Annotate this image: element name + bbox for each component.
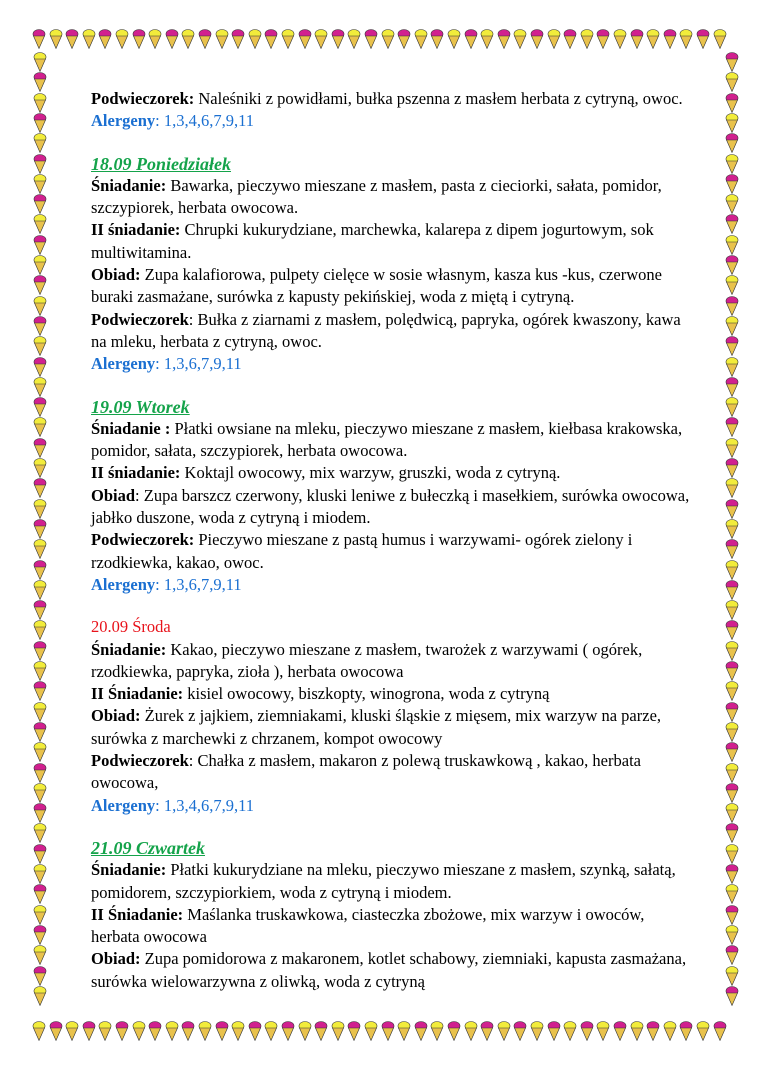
ice-cream-cone-icon (33, 925, 47, 945)
meal-text: : Chałka z masłem, makaron z polewą truskawkową , kakao, herbata owocowa, (91, 751, 641, 793)
meal-text: : Bułka z ziarnami z masłem, polędwicą, papryka, ogórek kwaszony, kawa na mleku, herbata z cytryną, owoc. (91, 309, 681, 351)
ice-cream-cone-icon (725, 986, 739, 1006)
ice-cream-cone-icon (33, 174, 47, 194)
ice-cream-cone-icon (165, 1021, 179, 1041)
meal-line (91, 529, 691, 574)
ice-cream-cone-icon (480, 29, 494, 49)
ice-cream-cone-icon (530, 29, 544, 49)
border-top (0, 26, 768, 52)
ice-cream-cone-icon (563, 29, 577, 49)
ice-cream-cone-icon (33, 823, 47, 843)
ice-cream-cone-icon (630, 1021, 644, 1041)
ice-cream-cone-icon (364, 29, 378, 49)
ice-cream-cone-icon (725, 681, 739, 701)
ice-cream-cone-icon (725, 113, 739, 133)
meal-label: Śniadanie: (91, 860, 167, 880)
meal-line (91, 705, 691, 750)
day-heading: 18.09 Poniedziałek (91, 153, 231, 174)
meal-line (91, 462, 691, 484)
ice-cream-cone-icon (364, 1021, 378, 1041)
ice-cream-cone-icon (613, 1021, 627, 1041)
ice-cream-cone-icon (65, 1021, 79, 1041)
ice-cream-cone-icon (497, 29, 511, 49)
ice-cream-cone-icon (33, 641, 47, 661)
ice-cream-cone-icon (725, 823, 739, 843)
ice-cream-cone-icon (725, 336, 739, 356)
meal-label: Obiad (91, 485, 136, 505)
alergeny-value: : 1,3,4,6,7,9,11 (155, 111, 255, 131)
ice-cream-cone-icon (231, 1021, 245, 1041)
ice-cream-cone-icon (725, 357, 739, 377)
ice-cream-cone-icon (725, 214, 739, 234)
meal-line (91, 485, 691, 530)
ice-cream-cone-icon (497, 1021, 511, 1041)
meal-line (91, 639, 691, 684)
border-left (30, 0, 56, 1086)
ice-cream-cone-icon (613, 29, 627, 49)
ice-cream-cone-icon (725, 52, 739, 72)
ice-cream-cone-icon (530, 1021, 544, 1041)
ice-cream-cone-icon (33, 113, 47, 133)
meal-label: Śniadanie: (91, 175, 167, 195)
ice-cream-cone-icon (33, 966, 47, 986)
ice-cream-cone-icon (725, 133, 739, 153)
meal-label: II Śniadanie: (91, 904, 184, 924)
meal-line (91, 418, 691, 463)
ice-cream-cone-icon (725, 194, 739, 214)
ice-cream-cone-icon (33, 214, 47, 234)
ice-cream-cone-icon (725, 438, 739, 458)
ice-cream-cone-icon (281, 29, 295, 49)
meal-line (91, 750, 691, 795)
ice-cream-cone-icon (596, 1021, 610, 1041)
ice-cream-cone-icon (181, 1021, 195, 1041)
ice-cream-cone-icon (381, 29, 395, 49)
ice-cream-cone-icon (215, 1021, 229, 1041)
meal-label: Obiad: (91, 706, 141, 726)
ice-cream-cone-icon (397, 1021, 411, 1041)
alergeny-line (91, 353, 691, 375)
ice-cream-cone-icon (725, 661, 739, 681)
day-heading: 19.09 Wtorek (91, 396, 190, 417)
ice-cream-cone-icon (630, 29, 644, 49)
ice-cream-cone-icon (33, 681, 47, 701)
meal-label: Obiad: (91, 949, 141, 969)
meal-label: Podwieczorek (91, 309, 189, 329)
ice-cream-cone-icon (725, 478, 739, 498)
ice-cream-cone-icon (397, 29, 411, 49)
ice-cream-cone-icon (580, 29, 594, 49)
ice-cream-cone-icon (298, 1021, 312, 1041)
ice-cream-cone-icon (563, 1021, 577, 1041)
alergeny-line (91, 795, 691, 817)
ice-cream-cone-icon (725, 702, 739, 722)
ice-cream-cone-icon (447, 29, 461, 49)
ice-cream-cone-icon (480, 1021, 494, 1041)
ice-cream-cone-icon (33, 864, 47, 884)
meal-label: Śniadanie: (91, 639, 167, 659)
ice-cream-cone-icon (725, 620, 739, 640)
ice-cream-cone-icon (33, 194, 47, 214)
meal-label: II Śniadanie: (91, 684, 184, 704)
border-right (722, 0, 748, 1086)
ice-cream-cone-icon (314, 29, 328, 49)
alergeny-label: Alergeny (91, 111, 156, 131)
ice-cream-cone-icon (547, 29, 561, 49)
ice-cream-cone-icon (725, 499, 739, 519)
ice-cream-cone-icon (281, 1021, 295, 1041)
ice-cream-cone-icon (33, 722, 47, 742)
ice-cream-cone-icon (725, 235, 739, 255)
day-heading: 20.09 Środa (91, 617, 171, 637)
meal-line (91, 309, 691, 354)
ice-cream-cone-icon (414, 1021, 428, 1041)
meal-line (91, 219, 691, 264)
ice-cream-cone-icon (198, 1021, 212, 1041)
ice-cream-cone-icon (33, 620, 47, 640)
meal-text: Płatki owsiane na mleku, pieczywo mieszane z masłem, kiełbasa krakowska, pomidor, sałata, szczypiorek, herbata owocowa. (91, 418, 683, 461)
ice-cream-cone-icon (132, 1021, 146, 1041)
alergeny-line (91, 574, 691, 596)
ice-cream-cone-icon (381, 1021, 395, 1041)
ice-cream-cone-icon (725, 641, 739, 661)
meal-text: Zupa pomidorowa z makaronem, kotlet schabowy, ziemniaki, kapusta zasmażana, surówka wielowarzywna z oliwką, woda z cytryną (91, 949, 687, 991)
ice-cream-cone-icon (115, 1021, 129, 1041)
meal-line (91, 264, 691, 309)
ice-cream-cone-icon (33, 154, 47, 174)
alergeny-label: Alergeny (91, 795, 156, 815)
ice-cream-cone-icon (725, 397, 739, 417)
ice-cream-cone-icon (33, 580, 47, 600)
ice-cream-cone-icon (132, 29, 146, 49)
meal-text: Koktajl owocowy, mix warzyw, gruszki, woda z cytryną. (180, 463, 561, 483)
ice-cream-cone-icon (725, 539, 739, 559)
meal-text: : Zupa barszcz czerwony, kluski leniwe z bułeczką i masełkiem, surówka owocowa, jabłko duszone, woda z cytryną i miodem. (91, 485, 690, 528)
ice-cream-cone-icon (33, 478, 47, 498)
alergeny-value: : 1,3,6,7,9,11 (155, 354, 242, 374)
ice-cream-cone-icon (33, 803, 47, 823)
ice-cream-cone-icon (148, 29, 162, 49)
ice-cream-cone-icon (725, 945, 739, 965)
alergeny-value: : 1,3,6,7,9,11 (155, 574, 242, 594)
ice-cream-cone-icon (725, 255, 739, 275)
ice-cream-cone-icon (547, 1021, 561, 1041)
ice-cream-cone-icon (725, 722, 739, 742)
ice-cream-cone-icon (430, 1021, 444, 1041)
meal-text: Kakao, pieczywo mieszane z masłem, twarożek z warzywami ( ogórek, rzodkiewka, papryka, zioła ), herbata owocowa (91, 639, 643, 681)
ice-cream-cone-icon (646, 29, 660, 49)
ice-cream-cone-icon (98, 1021, 112, 1041)
ice-cream-cone-icon (33, 763, 47, 783)
ice-cream-cone-icon (314, 1021, 328, 1041)
top-alergeny (91, 110, 691, 132)
ice-cream-cone-icon (181, 29, 195, 49)
ice-cream-cone-icon (248, 29, 262, 49)
ice-cream-cone-icon (725, 783, 739, 803)
ice-cream-cone-icon (33, 357, 47, 377)
meal-text: Zupa kalafiorowa, pulpety cielęce w sosie własnym, kasza kus -kus, czerwone buraki zasmażane, surówka z kapusty pekińskiej, woda z miętą i cytryną. (91, 265, 662, 307)
ice-cream-cone-icon (115, 29, 129, 49)
ice-cream-cone-icon (725, 905, 739, 925)
ice-cream-cone-icon (725, 275, 739, 295)
meal-text: Maślanka truskawkowa, ciasteczka zbożowe, mix warzyw i owoców, herbata owocowa (91, 904, 645, 947)
ice-cream-cone-icon (33, 783, 47, 803)
ice-cream-cone-icon (148, 1021, 162, 1041)
ice-cream-cone-icon (33, 336, 47, 356)
ice-cream-cone-icon (513, 1021, 527, 1041)
ice-cream-cone-icon (725, 925, 739, 945)
ice-cream-cone-icon (33, 702, 47, 722)
ice-cream-cone-icon (215, 29, 229, 49)
meal-label: Śniadanie : (91, 418, 171, 438)
ice-cream-cone-icon (580, 1021, 594, 1041)
ice-cream-cone-icon (414, 29, 428, 49)
meal-label: Podwieczorek: (91, 530, 195, 550)
ice-cream-cone-icon (725, 316, 739, 336)
ice-cream-cone-icon (33, 93, 47, 113)
ice-cream-cone-icon (663, 1021, 677, 1041)
ice-cream-cone-icon (198, 29, 212, 49)
meal-text: Pieczywo mieszane z pastą humus i warzywami- ogórek zielony i rzodkiewka, kakao, owoc. (91, 530, 633, 572)
alergeny-label: Alergeny (91, 354, 156, 374)
ice-cream-cone-icon (725, 884, 739, 904)
ice-cream-cone-icon (33, 539, 47, 559)
ice-cream-cone-icon (725, 519, 739, 539)
ice-cream-cone-icon (33, 945, 47, 965)
alergeny-value: : 1,3,4,6,7,9,11 (155, 795, 255, 815)
ice-cream-cone-icon (679, 1021, 693, 1041)
ice-cream-cone-icon (447, 1021, 461, 1041)
ice-cream-cone-icon (696, 1021, 710, 1041)
ice-cream-cone-icon (725, 742, 739, 762)
ice-cream-cone-icon (696, 29, 710, 49)
ice-cream-cone-icon (725, 844, 739, 864)
ice-cream-cone-icon (82, 1021, 96, 1041)
ice-cream-cone-icon (33, 133, 47, 153)
meal-line (91, 904, 691, 949)
ice-cream-cone-icon (331, 1021, 345, 1041)
ice-cream-cone-icon (33, 52, 47, 72)
meal-label: Podwieczorek (91, 751, 189, 771)
ice-cream-cone-icon (33, 296, 47, 316)
meal-label: II śniadanie: (91, 463, 181, 483)
ice-cream-cone-icon (33, 275, 47, 295)
meal-text: Naleśniki z powidłami, bułka pszenna z masłem herbata z cytryną, owoc. (194, 89, 683, 108)
ice-cream-cone-icon (65, 29, 79, 49)
meal-label: Obiad: (91, 265, 141, 285)
ice-cream-cone-icon (33, 377, 47, 397)
ice-cream-cone-icon (679, 29, 693, 49)
meal-label: Podwieczorek: (91, 89, 195, 108)
ice-cream-cone-icon (33, 499, 47, 519)
day-heading: 21.09 Czwartek (91, 837, 206, 858)
meal-line (91, 683, 691, 705)
ice-cream-cone-icon (430, 29, 444, 49)
menu-content (91, 88, 691, 993)
ice-cream-cone-icon (347, 1021, 361, 1041)
ice-cream-cone-icon (33, 438, 47, 458)
meal-line (91, 948, 691, 993)
ice-cream-cone-icon (33, 519, 47, 539)
ice-cream-cone-icon (33, 661, 47, 681)
ice-cream-cone-icon (725, 93, 739, 113)
ice-cream-cone-icon (725, 763, 739, 783)
ice-cream-cone-icon (33, 742, 47, 762)
ice-cream-cone-icon (464, 29, 478, 49)
ice-cream-cone-icon (33, 905, 47, 925)
ice-cream-cone-icon (231, 29, 245, 49)
ice-cream-cone-icon (725, 296, 739, 316)
meal-text: kisiel owocowy, biszkopty, winogrona, woda z cytryną (183, 684, 550, 704)
ice-cream-cone-icon (725, 72, 739, 92)
ice-cream-cone-icon (98, 29, 112, 49)
ice-cream-cone-icon (264, 1021, 278, 1041)
meal-text: Płatki kukurydziane na mleku, pieczywo mieszane z masłem, szynką, sałatą, pomidorem, szczypiorkiem, woda z cytryną i miodem. (91, 860, 676, 902)
ice-cream-cone-icon (33, 235, 47, 255)
ice-cream-cone-icon (33, 255, 47, 275)
ice-cream-cone-icon (33, 884, 47, 904)
ice-cream-cone-icon (33, 316, 47, 336)
top-podwieczorek (91, 88, 691, 110)
ice-cream-cone-icon (165, 29, 179, 49)
meal-label: II śniadanie: (91, 220, 181, 240)
ice-cream-cone-icon (725, 864, 739, 884)
ice-cream-cone-icon (725, 174, 739, 194)
ice-cream-cone-icon (33, 844, 47, 864)
ice-cream-cone-icon (33, 600, 47, 620)
ice-cream-cone-icon (725, 417, 739, 437)
ice-cream-cone-icon (663, 29, 677, 49)
meal-text: Chrupki kukurydziane, marchewka, kalarepa z dipem jogurtowym, sok multiwitamina. (91, 220, 654, 262)
ice-cream-cone-icon (33, 417, 47, 437)
meal-text: Żurek z jajkiem, ziemniakami, kluski śląskie z mięsem, mix warzyw na parze, surówka z marchewki z chrzanem, kompot owocowy (91, 706, 662, 748)
ice-cream-cone-icon (33, 560, 47, 580)
ice-cream-cone-icon (464, 1021, 478, 1041)
ice-cream-cone-icon (725, 560, 739, 580)
ice-cream-cone-icon (725, 377, 739, 397)
ice-cream-cone-icon (513, 29, 527, 49)
ice-cream-cone-icon (33, 72, 47, 92)
ice-cream-cone-icon (596, 29, 610, 49)
ice-cream-cone-icon (298, 29, 312, 49)
alergeny-label: Alergeny (91, 574, 156, 594)
ice-cream-cone-icon (33, 397, 47, 417)
meal-line (91, 859, 691, 904)
ice-cream-cone-icon (646, 1021, 660, 1041)
ice-cream-cone-icon (347, 29, 361, 49)
ice-cream-cone-icon (248, 1021, 262, 1041)
meal-text: Bawarka, pieczywo mieszane z masłem, pasta z cieciorki, sałata, pomidor, szczypiorek, herbata owocowa. (91, 175, 662, 218)
ice-cream-cone-icon (725, 580, 739, 600)
ice-cream-cone-icon (725, 803, 739, 823)
ice-cream-cone-icon (725, 154, 739, 174)
ice-cream-cone-icon (725, 966, 739, 986)
ice-cream-cone-icon (33, 458, 47, 478)
ice-cream-cone-icon (82, 29, 96, 49)
meal-line (91, 175, 691, 220)
border-bottom (0, 1018, 768, 1044)
ice-cream-cone-icon (725, 458, 739, 478)
ice-cream-cone-icon (725, 600, 739, 620)
ice-cream-cone-icon (331, 29, 345, 49)
ice-cream-cone-icon (264, 29, 278, 49)
ice-cream-cone-icon (33, 986, 47, 1006)
